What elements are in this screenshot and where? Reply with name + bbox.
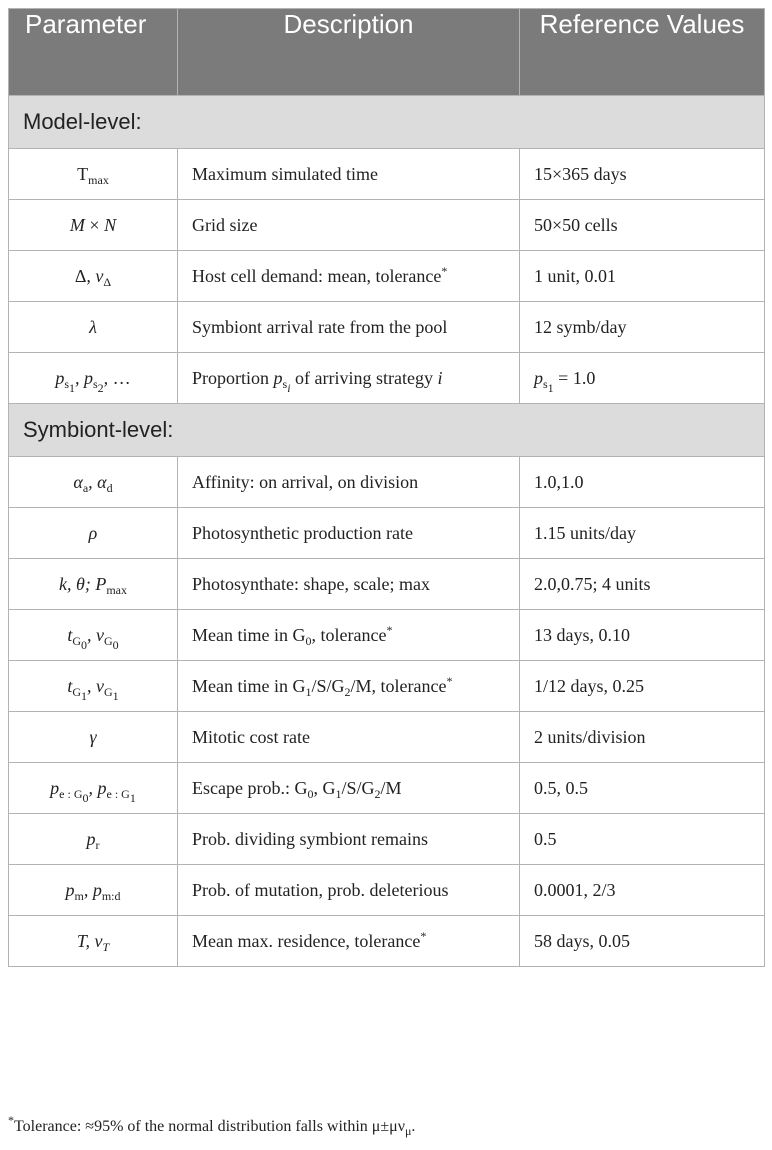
param-reference: 0.0001, 2/3 — [520, 865, 765, 916]
param-description: Mitotic cost rate — [178, 712, 520, 763]
param-reference: 0.5, 0.5 — [520, 763, 765, 814]
param-symbol: γ — [9, 712, 178, 763]
param-symbol: $T_{max}$ — [9, 149, 178, 200]
param-description: Proportion $p_{s_i}$ of arriving strategy i — [178, 353, 520, 404]
param-description: Host cell demand: mean, tolerance* — [178, 251, 520, 302]
table-row — [9, 661, 765, 712]
param-reference: 1/12 days, 0.25 — [520, 661, 765, 712]
table-row — [9, 353, 765, 404]
header-parameter: Parameter — [9, 9, 178, 96]
param-description: Grid size — [178, 200, 520, 251]
param-reference: 2 units/division — [520, 712, 765, 763]
param-symbol: ρ — [9, 508, 178, 559]
table-footnote: *Tolerance: ≈95% of the normal distribution falls within $\mu\pm\mu\nu_\mu$. — [8, 1113, 416, 1138]
table-row — [9, 200, 765, 251]
param-symbol: $p_r$ — [9, 814, 178, 865]
table-row — [9, 814, 765, 865]
table-row — [9, 610, 765, 661]
param-reference: 1 unit, 0.01 — [520, 251, 765, 302]
param-symbol: $p_{s_1}$, $p_{s_2}$, … — [9, 353, 178, 404]
table-row — [9, 559, 765, 610]
param-reference: 58 days, 0.05 — [520, 916, 765, 967]
parameter-table — [8, 8, 765, 967]
header-row — [9, 9, 765, 96]
param-reference: 1.15 units/day — [520, 508, 765, 559]
param-description: Maximum simulated time — [178, 149, 520, 200]
param-symbol: $t_{G_1}$, $\nu_{G_1}$ — [9, 661, 178, 712]
table-row — [9, 251, 765, 302]
param-reference: 2.0,0.75; 4 units — [520, 559, 765, 610]
table-row — [9, 763, 765, 814]
table-row — [9, 712, 765, 763]
param-description: Prob. of mutation, prob. deleterious — [178, 865, 520, 916]
param-symbol: Δ, $\nu_\Delta$ — [9, 251, 178, 302]
param-description: Affinity: on arrival, on division — [178, 457, 520, 508]
param-reference: 12 symb/day — [520, 302, 765, 353]
param-symbol: $t_{G_0}$, $\nu_{G_0}$ — [9, 610, 178, 661]
param-symbol: k, θ; $P_{max}$ — [9, 559, 178, 610]
param-reference: 15×365 days — [520, 149, 765, 200]
table-row — [9, 457, 765, 508]
param-description: Mean time in $G_0$, tolerance* — [178, 610, 520, 661]
table-row — [9, 302, 765, 353]
param-symbol: $\alpha_a$, $\alpha_d$ — [9, 457, 178, 508]
section-row-model — [9, 96, 765, 149]
param-reference: 0.5 — [520, 814, 765, 865]
param-symbol: λ — [9, 302, 178, 353]
header-description: Description — [178, 9, 520, 96]
param-description: Escape prob.: $G_0$, $G_1/S/G_2/M$ — [178, 763, 520, 814]
header-reference-values: Reference Values — [520, 9, 765, 96]
param-symbol: $p_m$, $p_{m:d}$ — [9, 865, 178, 916]
param-description: Symbiont arrival rate from the pool — [178, 302, 520, 353]
param-symbol: T, $\nu_T$ — [9, 916, 178, 967]
section-row-symbiont — [9, 404, 765, 457]
table-row — [9, 508, 765, 559]
param-description: Mean max. residence, tolerance* — [178, 916, 520, 967]
param-description: Photosynthetic production rate — [178, 508, 520, 559]
param-reference: 1.0,1.0 — [520, 457, 765, 508]
param-reference: $p_{s_1} = 1.0$ — [520, 353, 765, 404]
param-description: Prob. dividing symbiont remains — [178, 814, 520, 865]
table-row — [9, 149, 765, 200]
table-row — [9, 916, 765, 967]
param-description: Mean time in $G_1/S/G_2/M$, tolerance* — [178, 661, 520, 712]
table-row — [9, 865, 765, 916]
param-reference: 50×50 cells — [520, 200, 765, 251]
param-description: Photosynthate: shape, scale; max — [178, 559, 520, 610]
param-symbol: M × N — [9, 200, 178, 251]
parameter-table-container — [8, 8, 764, 967]
section-label-symbiont: Symbiont-level: — [9, 404, 765, 457]
param-symbol: $p_{e : G_0}$, $p_{e : G_1}$ — [9, 763, 178, 814]
param-reference: 13 days, 0.10 — [520, 610, 765, 661]
section-label-model: Model-level: — [9, 96, 765, 149]
